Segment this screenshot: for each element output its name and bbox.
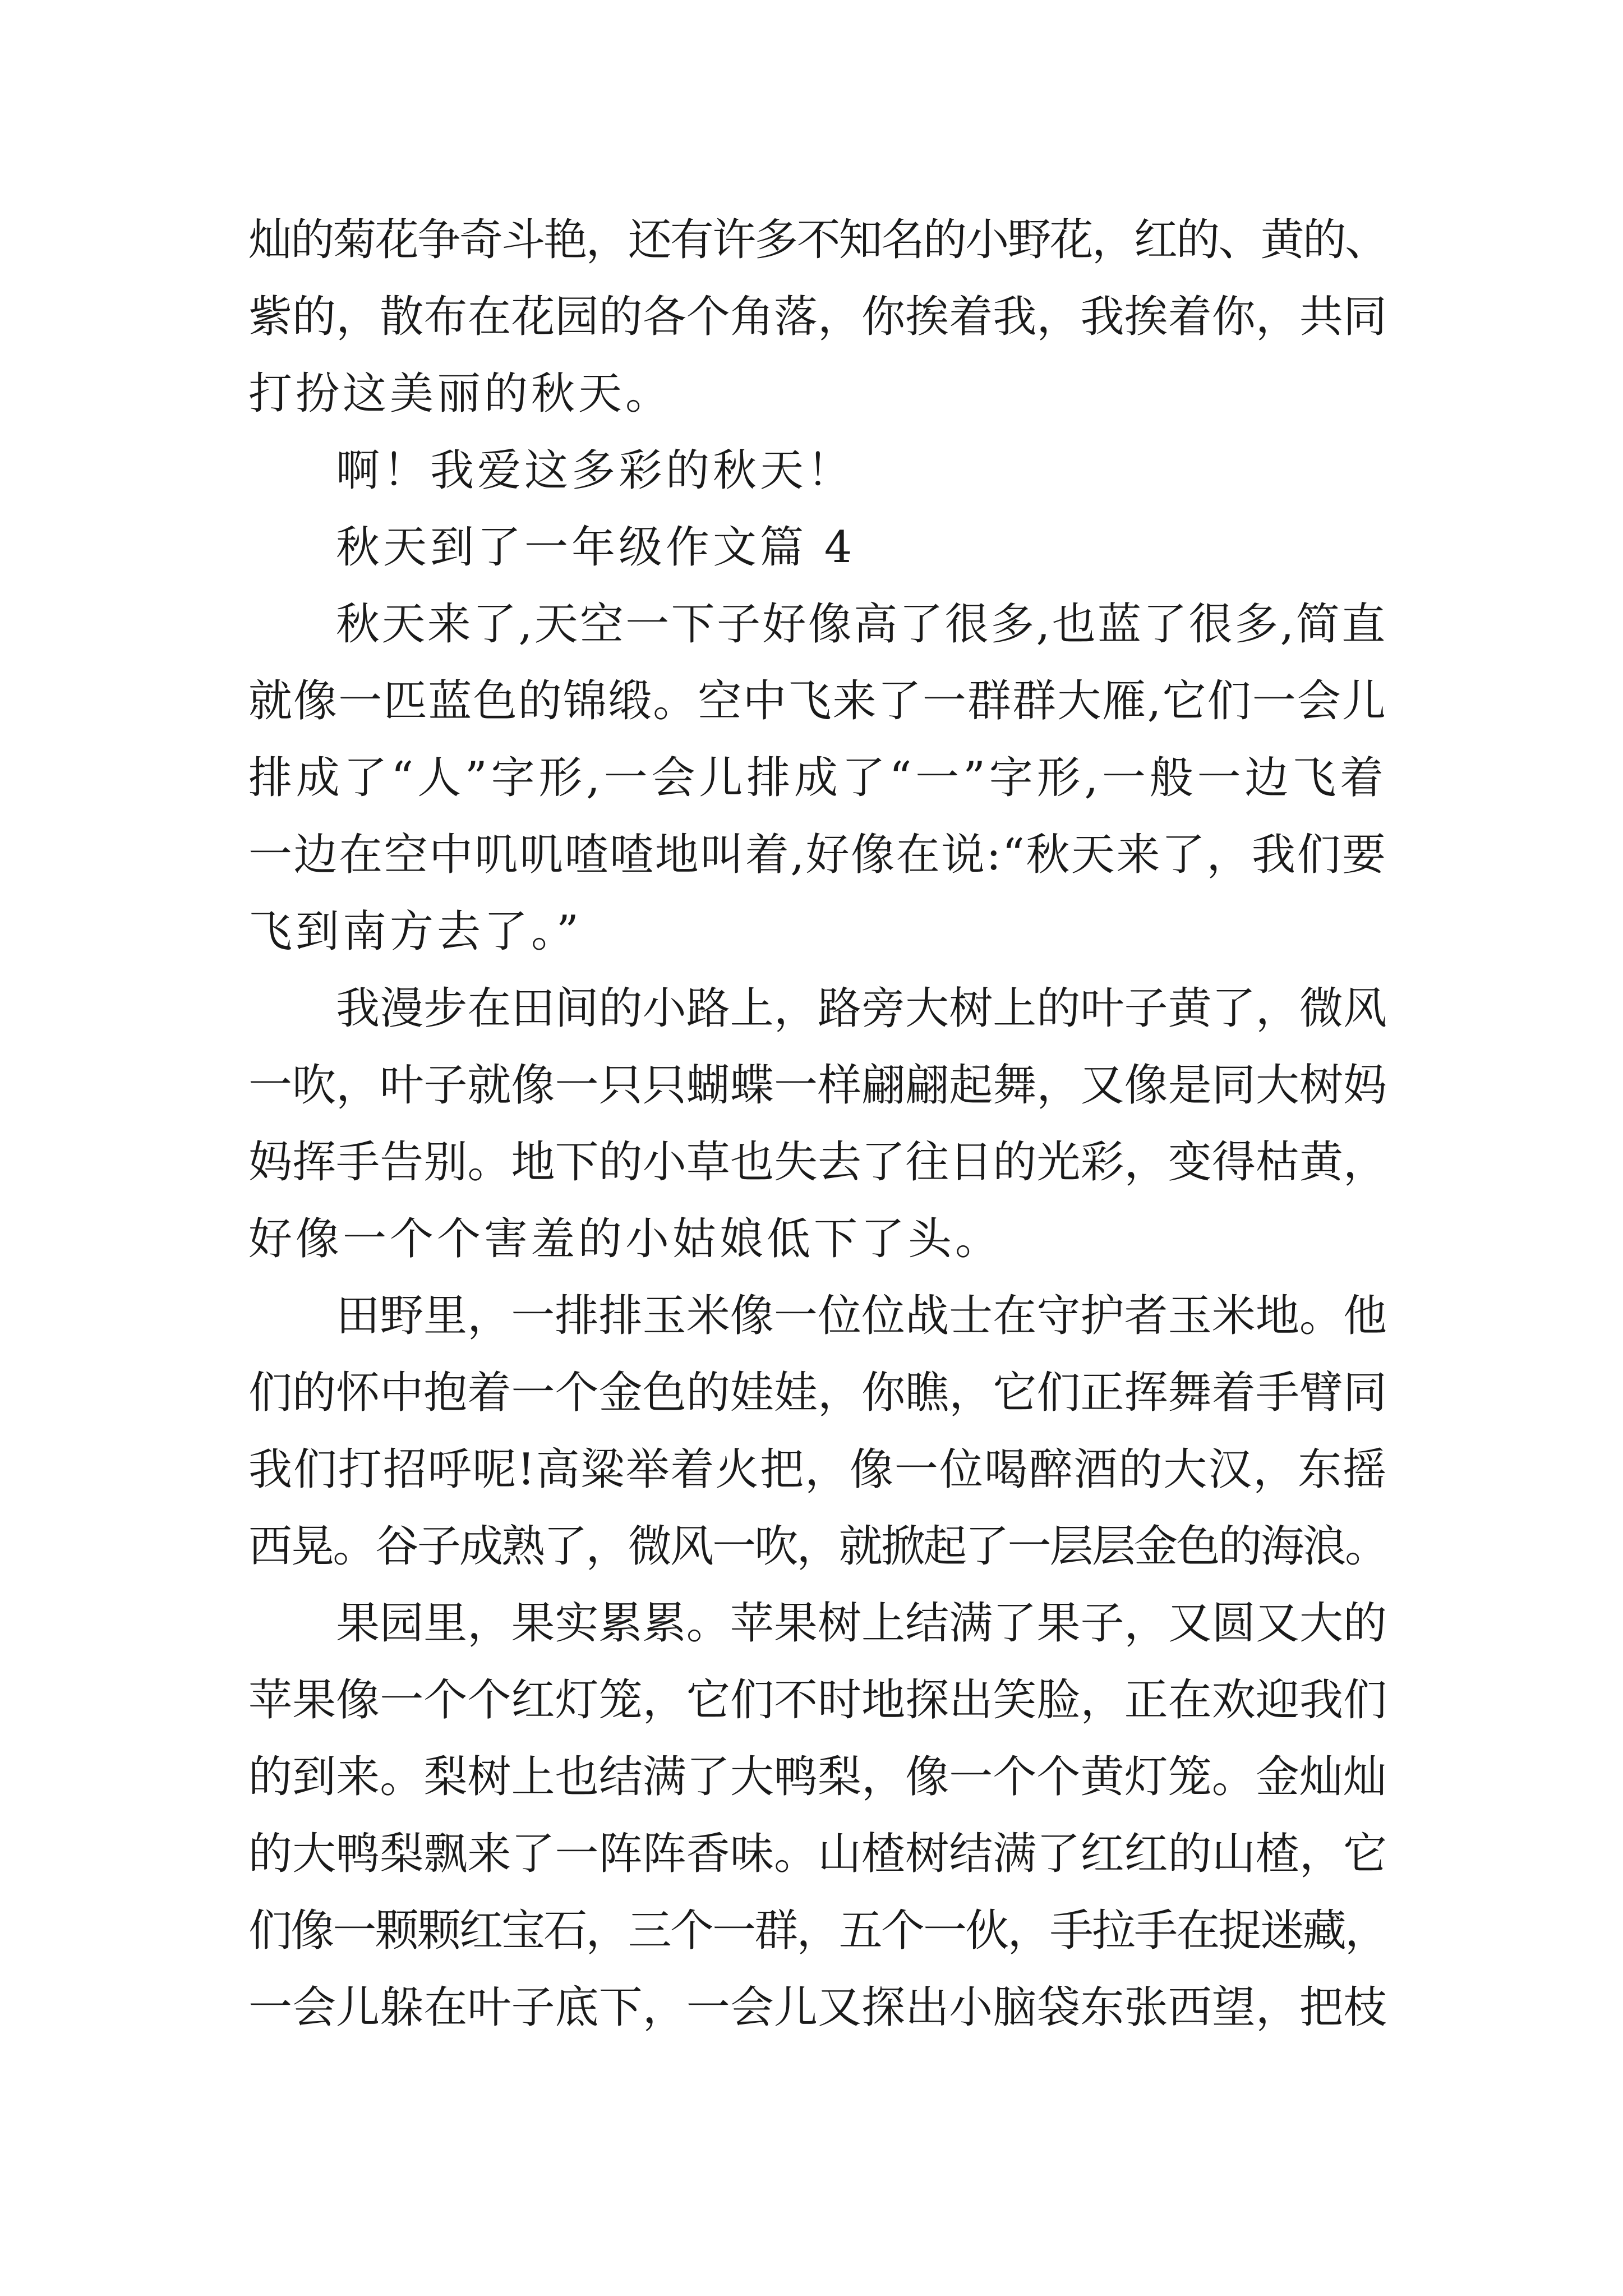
text-line: 灿的菊花争奇斗艳，还有许多不知名的小野花，红的、黄的、 [248, 215, 1387, 265]
text-line: 打扮这美丽的秋天。 [248, 369, 673, 419]
text-line: 紫的，散布在花园的各个角落，你挨着我，我挨着你，共同 [248, 292, 1387, 342]
text-line: 们的怀中抱着一个金色的娃娃，你瞧，它们正挥舞着手臂同 [248, 1368, 1387, 1418]
text-line: 妈挥手告别。地下的小草也失去了往日的光彩，变得枯黄， [248, 1137, 1387, 1188]
text-line: 就像一匹蓝色的锦缎。空中飞来了一群群大雁,它们一会儿 [248, 676, 1387, 726]
text-line: 一边在空中叽叽喳喳地叫着,好像在说:“秋天来了，我们要 [248, 830, 1387, 880]
text-line: 一吹，叶子就像一只只蝴蝶一样翩翩起舞，又像是同大树妈 [248, 1060, 1387, 1111]
text-line: 秋天来了,天空一下子好像高了很多,也蓝了很多,简直 [336, 599, 1387, 650]
text-line: 我漫步在田间的小路上，路旁大树上的叶子黄了，微风 [336, 983, 1387, 1034]
text-line: 秋天到了一年级作文篇 4 [336, 522, 856, 573]
text-line: 的大鸭梨飘来了一阵阵香味。山楂树结满了红红的山楂，它 [248, 1829, 1387, 1879]
text-line: 飞到南方去了。” [248, 907, 582, 957]
text-line: 排成了“人”字形,一会儿排成了“一”字形,一般一边飞着 [248, 753, 1387, 803]
text-line: 们像一颗颗红宝石，三个一群，五个一伙，手拉手在捉迷藏， [248, 1906, 1387, 1956]
essay-body [248, 202, 1387, 2046]
text-line: 西晃。谷子成熟了，微风一吹，就掀起了一层层金色的海浪。 [248, 1521, 1387, 1572]
text-line: 好像一个个害羞的小姑娘低下了头。 [248, 1214, 1003, 1264]
text-line: 的到来。梨树上也结满了大鸭梨，像一个个黄灯笼。金灿灿 [248, 1752, 1387, 1802]
text-line: 啊！我爱这多彩的秋天！ [336, 445, 855, 496]
text-line: 田野里，一排排玉米像一位位战士在守护者玉米地。他 [336, 1291, 1387, 1341]
text-line: 我们打招呼呢!高粱举着火把，像一位喝醉酒的大汉，东摇 [248, 1444, 1387, 1495]
text-line: 一会儿躲在叶子底下，一会儿又探出小脑袋东张西望，把枝 [248, 1982, 1387, 2033]
text-line: 果园里，果实累累。苹果树上结满了果子，又圆又大的 [336, 1598, 1387, 1649]
text-line: 苹果像一个个红灯笼，它们不时地探出笑脸，正在欢迎我们 [248, 1675, 1387, 1726]
